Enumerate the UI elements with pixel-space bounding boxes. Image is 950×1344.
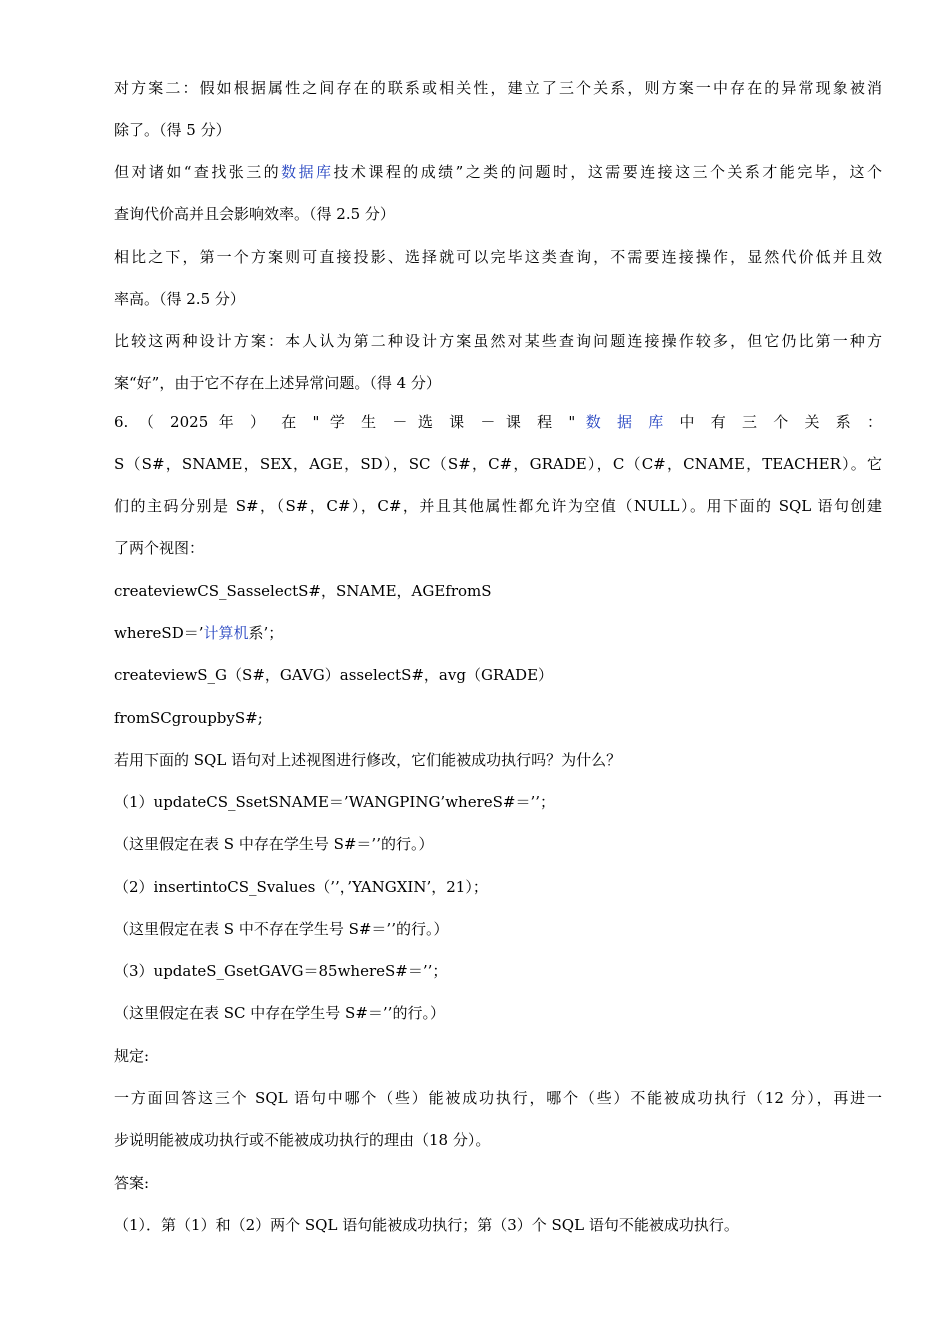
text-span: whereSD＝’ [114,624,204,642]
database-link[interactable]: 数据库 [281,163,334,181]
text-line: 了两个视图： [114,539,205,557]
text-line: 相比之下，第一个方案则可直接投影、选择就可以完毕这类查询，不需要连接操作，显然代价低并且效 [114,248,882,266]
text-span: 6. （ 2025 年 ） 在 " 学 生 － 选 课 － 课 程 " [114,413,576,431]
text-line: 查询代价高并且会影响效率。（得 2.5 分） [114,205,395,223]
text-line: S（S#，SNAME，SEX，AGE，SD），SC（S#，C#，GRADE），C（C#，CNAME，TEACHER）。它 [114,455,882,473]
database-link[interactable]: 数 据 库 [585,413,670,431]
text-span: 系’； [248,624,284,642]
text-line: 们的主码分别是 S#，（S#，C#），C#，并且其他属性都允许为空值（NULL）。用下面的 SQL 语句创建 [114,497,882,515]
computer-link[interactable]: 计算机 [203,624,249,642]
text-line [114,162,882,182]
sql-statement-1: （1）updateCS_SsetSNAME＝’WANGPING’whereS#＝’’； [114,793,556,811]
sql-line: createviewCS_SasselectS#，SNAME，AGEfromS [114,582,492,600]
text-line: 率高。（得 2.5 分） [114,290,245,308]
statement-note: （这里假定在表 S 中存在学生号 S#＝’’的行。） [114,835,434,853]
text-line: 比较这两种设计方案：本人认为第二种设计方案虽然对某些查询问题连接操作较多，但它仍比第一种方 [114,332,882,350]
sql-statement-3: （3）updateS_GsetGAVG＝85whereS#＝’’； [114,962,448,980]
sql-line: createviewS_G（S#，GAVG）asselectS#，avg（GRADE） [114,666,554,684]
text-span: 但对诸如“查找张三的 [114,163,282,181]
sql-statement-2: （2）insertintoCS_Svalues（’’，’YANGXIN’，21）； [114,878,488,896]
text-line: 对方案二：假如根据属性之间存在的联系或相关性，建立了三个关系，则方案一中存在的异常现象被消 [114,79,882,97]
text-span: 技术课程的成绩”之类的问题时，这需要连接这三个关系才能完毕，这个 [333,163,882,181]
requirement-heading: 规定: [114,1047,150,1065]
question-heading [114,412,882,432]
sql-line: fromSCgroupbyS#; [114,709,263,727]
statement-note: （这里假定在表 SC 中存在学生号 S#＝’’的行。） [114,1004,445,1022]
text-line: 案“好”，由于它不存在上述异常问题。（得 4 分） [114,374,441,392]
text-line: 除了。（得 5 分） [114,121,231,139]
statement-note: （这里假定在表 S 中不存在学生号 S#＝’’的行。） [114,920,449,938]
answer-line: （1）．第（1）和（2）两个 SQL 语句能被成功执行；第（3）个 SQL 语句不能被成功执行。 [114,1216,739,1234]
text-line: 一方面回答这三个 SQL 语句中哪个（些）能被成功执行，哪个（些）不能被成功执行（12 分），再进一 [114,1089,882,1107]
text-span: 中 有 三 个 关 系 ： [679,413,882,431]
answer-heading: 答案: [114,1174,150,1192]
text-line: 步说明能被成功执行或不能被成功执行的理由（18 分）。 [114,1131,491,1149]
text-line: 若用下面的 SQL 语句对上述视图进行修改，它们能被成功执行吗？为什么？ [114,751,622,769]
sql-line [114,623,882,643]
